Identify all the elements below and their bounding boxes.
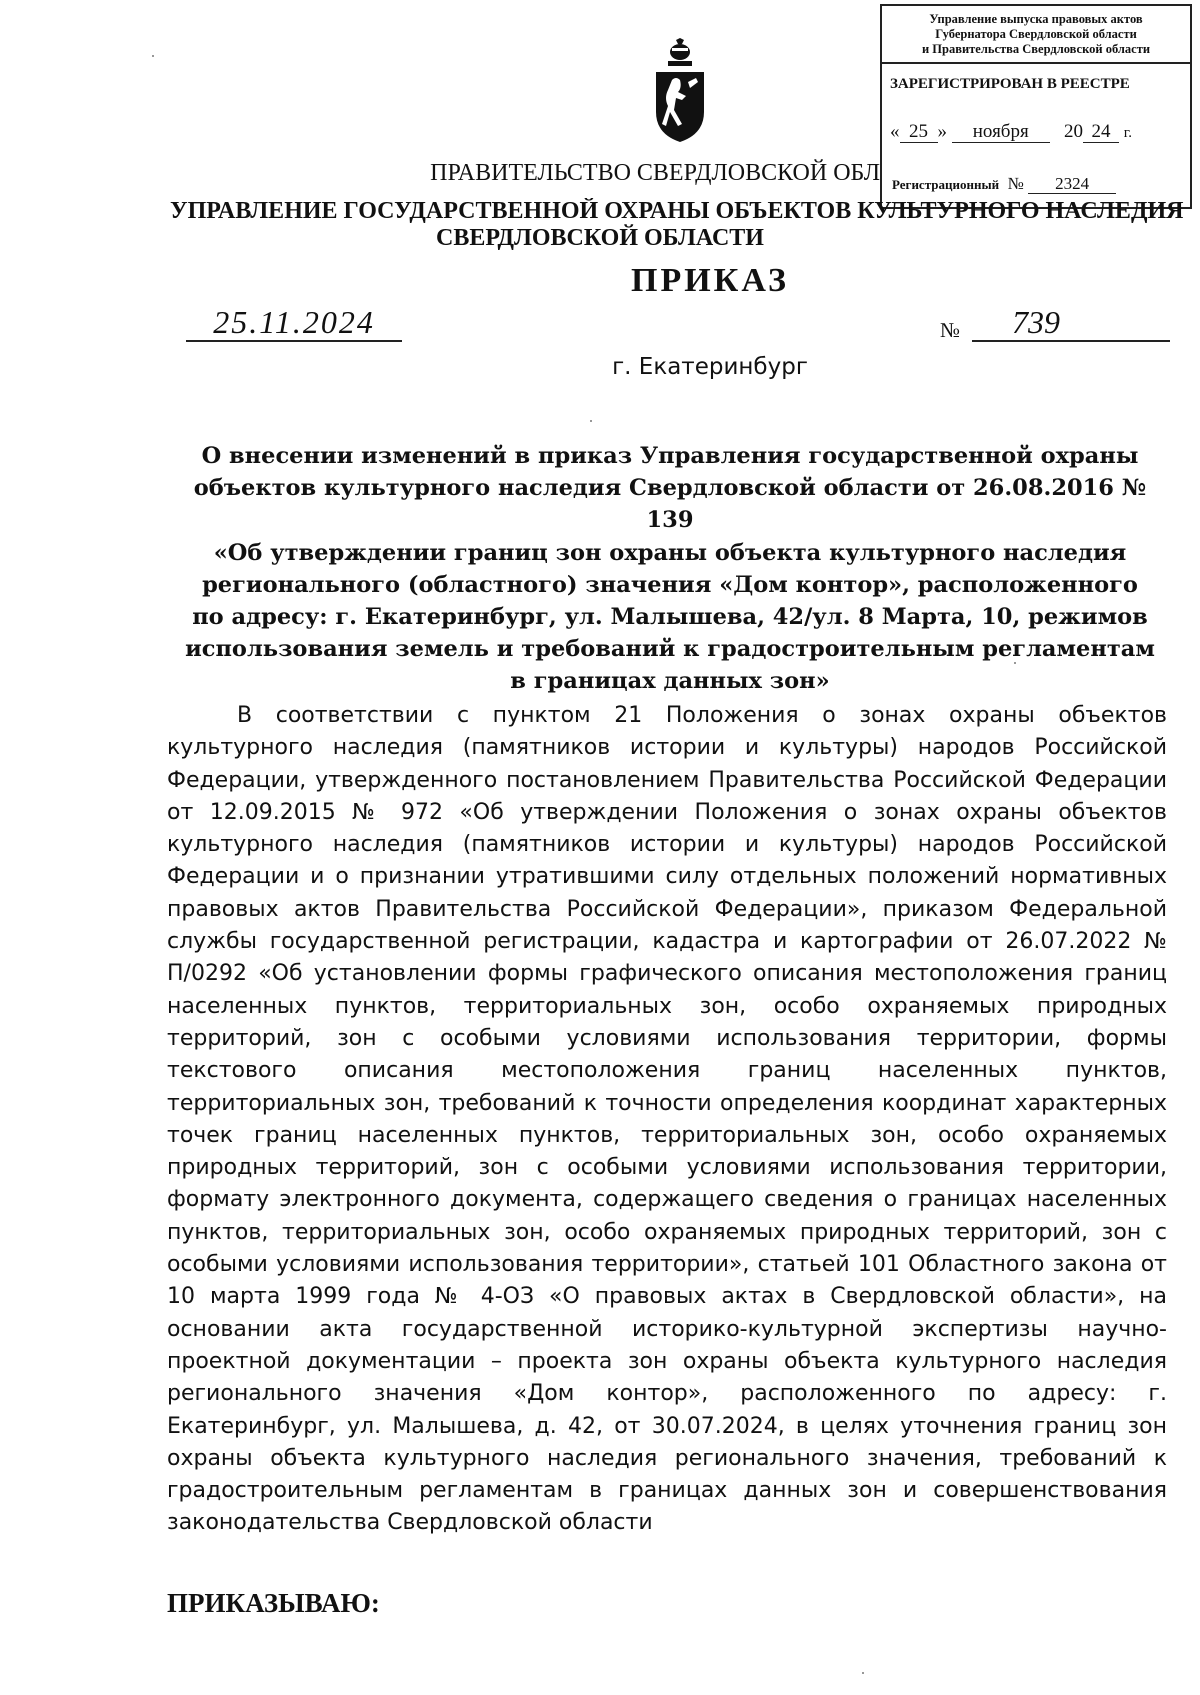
registration-stamp xyxy=(880,4,1192,209)
order-subject xyxy=(170,440,1170,698)
order-date: 25.11.2024 xyxy=(186,304,402,342)
stamp-reg-number: 2324 xyxy=(1028,175,1116,194)
order-number-label: № xyxy=(940,318,961,342)
scan-speck xyxy=(1014,662,1016,664)
stamp-header-line-1: Управление выпуска правовых актов xyxy=(929,12,1143,26)
stamp-header xyxy=(882,12,1190,57)
body-paragraph: В соответствии с пунктом 21 Положения о зонах охраны объектов культурного наследия (памятников истории и культуры) народов Российской Федерации, утвержденного постановлением Правительства Российской Федерации от 12.09.2015 № 972 «Об утверждении Положения о зонах охраны объектов культурного наследия (памятников истории и культуры) народов Российской Федерации и о признании утратившими силу отдельных положений нормативных правовых актов Правительства Российской Федерации», приказом Федеральной службы государственной регистрации, кадастра и картографии от 26.07.2022 № П/0292 «Об установлении формы графического описания местоположения границ населенных пунктов, территориальных зон, особо охраняемых природных территорий, зон с особыми условиями использования территории, формы текстового описания местоположения границ населенных пунктов, территориальных зон, требований к точности определения координат характерных точек границ населенных пунктов, территориальных зон, особо охраняемых природных территорий, зон с особыми условиями использования территории, формату электронного документа, содержащего сведения о границах населенных пунктов, территориальных зон, особо охраняемых природных территорий, зон с особыми условиями использования территории», статьей 101 Областного закона от 10 марта 1999 года № 4-ОЗ «О правовых актах в Свердловской области», на основании акта государственной историко-культурной экспертизы научно-проектной документации – проекта зон охраны объекта культурного наследия регионального значения «Дом контор», расположенного по адресу: г. Екатеринбург, ул. Малышева, д. 42, от 30.07.2024, в целях уточнения границ зон охраны объекта культурного наследия регионального значения, требований к градостроительным регламентам в границах данных зон и совершенствования законодательства Свердловской области xyxy=(167,703,1167,1536)
subject-line: объектов культурного наследия Свердловской области от 26.08.2016 № 139 xyxy=(193,475,1147,534)
stamp-registration-number xyxy=(892,174,1116,194)
agency-name-line-2: СВЕРДЛОВСКОЙ ОБЛАСТИ xyxy=(436,225,764,251)
order-title: ПРИКАЗ xyxy=(631,262,789,299)
stamp-header-line-2: Губернатора Свердловской области xyxy=(935,27,1137,41)
stamp-year-prefix: 20 xyxy=(1064,121,1083,142)
stamp-year-unit: г. xyxy=(1123,125,1132,141)
stamp-divider xyxy=(882,62,1190,64)
stamp-date xyxy=(890,121,1132,143)
subject-line: в границах данных зон» xyxy=(510,668,830,695)
stamp-number-sign: № xyxy=(1007,174,1024,193)
sverdlovsk-coat-of-arms-icon xyxy=(652,38,708,144)
subject-line: по адресу: г. Екатеринбург, ул. Малышева, 42/ул. 8 Марта, 10, режимов xyxy=(192,604,1148,631)
scan-speck xyxy=(590,420,592,422)
stamp-day: 25 xyxy=(900,122,938,143)
agency-name-line-1: УПРАВЛЕНИЕ ГОСУДАРСТВЕННОЙ ОХРАНЫ ОБЪЕКТОВ КУЛЬТУРНОГО НАСЛЕДИЯ xyxy=(170,198,1184,224)
stamp-date-close: » xyxy=(937,121,947,142)
order-directive: ПРИКАЗЫВАЮ: xyxy=(167,1588,380,1618)
subject-line: «Об утверждении границ зон охраны объекта культурного наследия xyxy=(213,539,1127,566)
stamp-date-open: « xyxy=(890,121,900,142)
stamp-year-suffix: 24 xyxy=(1083,122,1119,143)
stamp-reg-label: Регистрационный xyxy=(892,177,1000,192)
stamp-registered-text: ЗАРЕГИСТРИРОВАН В РЕЕСТРЕ xyxy=(890,76,1130,92)
scan-speck xyxy=(862,1672,864,1674)
city: г. Екатеринбург xyxy=(612,354,808,380)
order-number: 739 xyxy=(972,304,1170,342)
stamp-month: ноября xyxy=(952,122,1050,143)
scan-speck xyxy=(152,55,154,57)
subject-line: О внесении изменений в приказ Управления государственной охраны xyxy=(201,443,1139,469)
subject-line: регионального (областного) значения «Дом контор», расположенного xyxy=(202,571,1138,598)
stamp-header-line-3: и Правительства Свердловской области xyxy=(921,42,1151,56)
government-name: ПРАВИТЕЛЬСТВО СВЕРДЛОВСКОЙ ОБЛ xyxy=(430,160,880,186)
subject-line: использования земель и требований к градостроительным регламентам xyxy=(185,636,1155,663)
